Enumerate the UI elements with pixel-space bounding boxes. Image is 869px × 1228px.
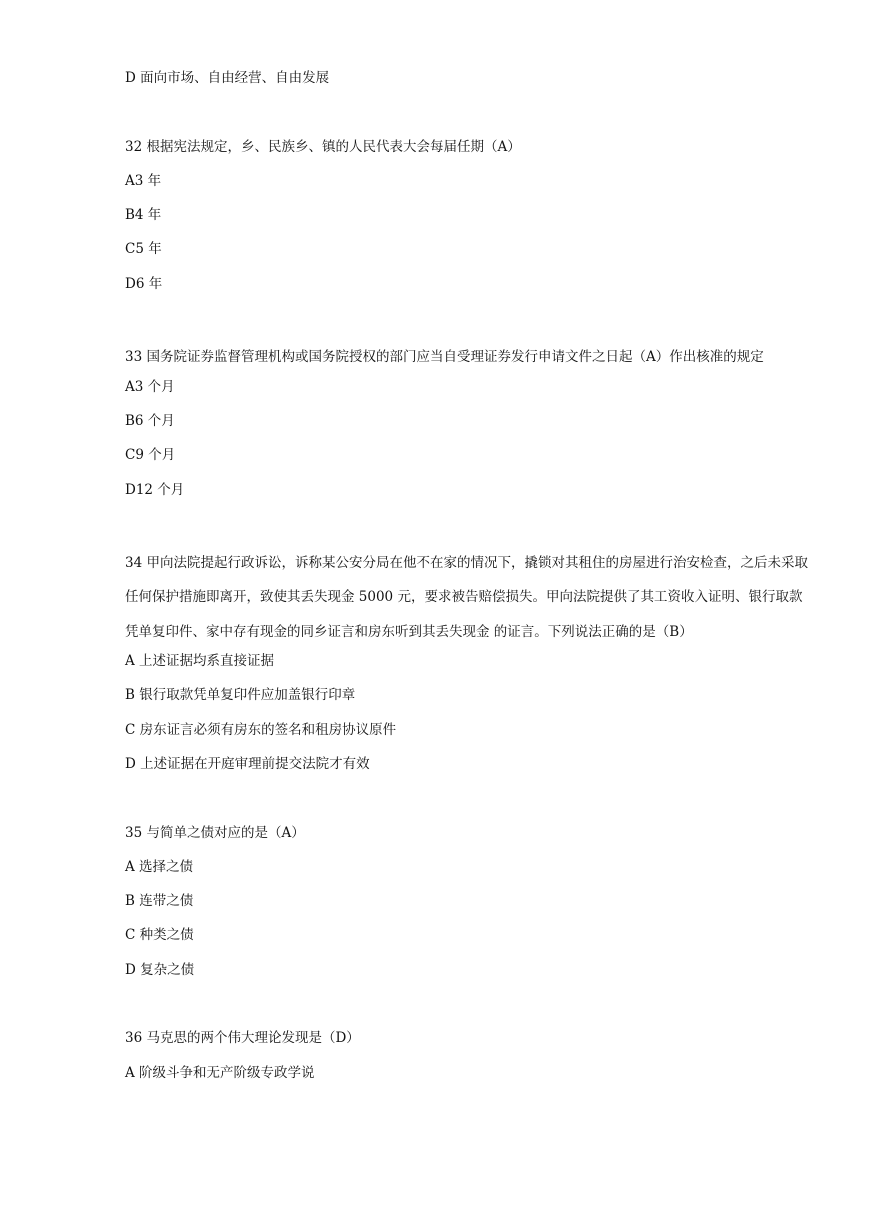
question-36: 36 马克思的两个伟大理论发现是（D）: [125, 1030, 360, 1047]
option-b-q34: B 银行取款凭单复印件应加盖银行印章: [125, 687, 356, 704]
option-c-q33: C9 个月: [125, 447, 176, 464]
option-a-q34: A 上述证据均系直接证据: [125, 653, 275, 670]
option-b-q35: B 连带之债: [125, 893, 194, 910]
option-d-q33: D12 个月: [125, 481, 185, 498]
question-33: 33 国务院证券监督管理机构或国务院授权的部门应当自受理证券发行申请文件之日起（A）作出核准的规定: [125, 349, 764, 366]
spacer: [125, 786, 815, 820]
option-a-q32: A3 年: [125, 172, 162, 189]
option-c-q35: C 种类之债: [125, 927, 194, 944]
spacer: [125, 306, 815, 340]
option-d-q31: D 面向市场、自由经营、自由发展: [125, 70, 330, 86]
option-c-q34: C 房东证言必须有房东的签名和租房协议原件: [125, 721, 397, 738]
question-35: 35 与简单之债对应的是（A）: [125, 824, 305, 841]
document-page: [125, 66, 815, 1095]
option-c-q32: C5 年: [125, 241, 162, 258]
option-d-q32: D6 年: [125, 275, 163, 292]
spacer: [125, 512, 815, 546]
option-a-q36: A 阶级斗争和无产阶级专政学说: [125, 1064, 315, 1081]
option-d-q34: D 上述证据在开庭审理前提交法院才有效: [125, 755, 370, 772]
option-b-q33: B6 个月: [125, 412, 175, 429]
spacer: [125, 100, 815, 134]
option-a-q33: A3 个月: [125, 378, 175, 395]
question-32: 32 根据宪法规定，乡、民族乡、镇的人民代表大会每届任期（A）: [125, 138, 521, 155]
option-d-q35: D 复杂之债: [125, 961, 195, 978]
spacer: [125, 992, 815, 1026]
question-34: 34 甲向法院提起行政诉讼，诉称某公安分局在他不在家的情况下，撬锁对其租住的房屋进行治安检查，之后未采取任何保护措施即离开，致使其丢失现金 5000 元，要求被告赔偿损失。甲向法院提供了其工资收入证明、银行取款凭单复印件、家中存有现金的同乡证言和房东听到其丢失现金 的证言。下列说法正确的是（B）: [125, 555, 808, 640]
option-b-q32: B4 年: [125, 207, 162, 224]
option-a-q35: A 选择之债: [125, 858, 194, 875]
